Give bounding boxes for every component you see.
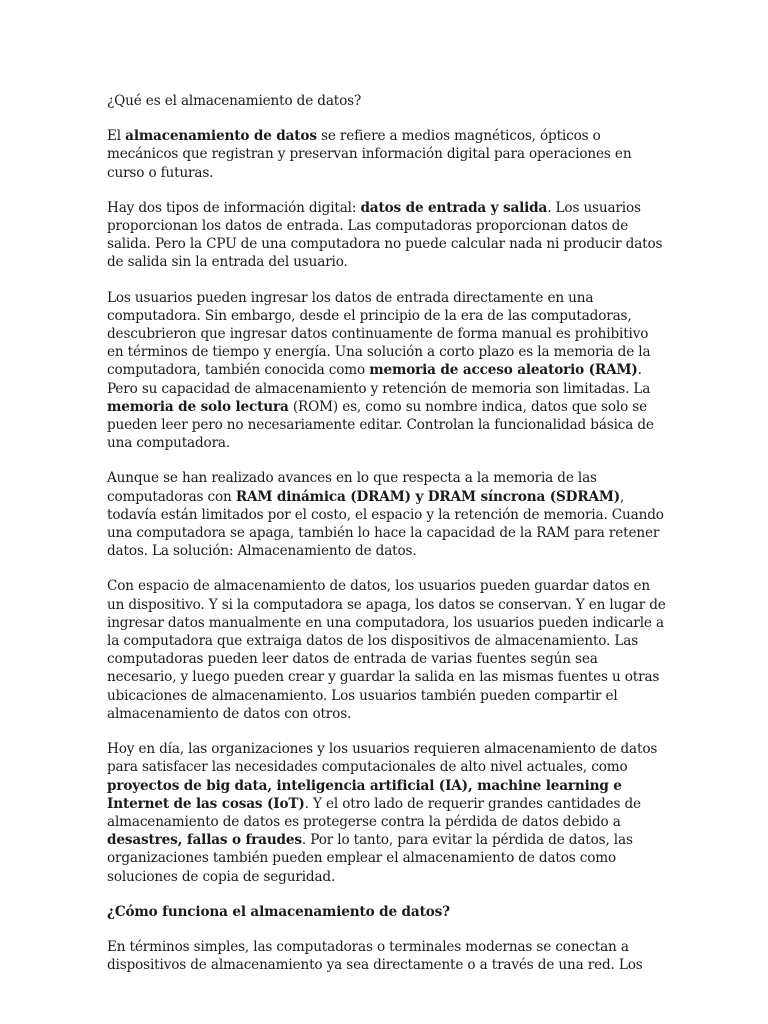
bold-term: datos de entrada y salida: [360, 199, 548, 216]
intro-question: ¿Qué es el almacenamiento de datos?: [107, 93, 362, 109]
paragraph-storage-space: Con espacio de almacenamiento de datos, los usuarios pueden guardar datos en un dispositivo. Y si la computadora se apaga, los datos se conservan. Y en lugar de ingresar datos manualmente en una computadora, los usuarios pueden indicarle a la computadora que extraiga datos de los dispositivos de almacenamiento. Las computadoras pueden leer datos de entrada de varias fuentes según sea necesario, y luego pueden crear y guardar la salida en las mismas fuentes u otras ubicaciones de almacenamiento. Los usuarios también pueden compartir el almacenamiento de datos con otros.: [107, 578, 666, 722]
paragraph-definition: [107, 127, 667, 182]
section-heading: ¿Cómo funciona el almacenamiento de datos?: [107, 903, 450, 920]
bold-term: desastres, fallas o fraudes: [107, 832, 302, 849]
text-run: . Los usuarios proporcionan los datos de entrada. Las computadoras proporcionan datos de salida. Pero la CPU de una computadora no puede calcular nada ni producir datos de salida sin la entrada del usuario.: [107, 199, 663, 271]
paragraph-io-types: [107, 199, 667, 272]
text-run: . Y el otro lado de requerir grandes cantidades de almacenamiento de datos es protegerse contra la pérdida de datos debido a: [107, 795, 641, 830]
text-run: El: [107, 128, 126, 145]
text-run: , todavía están limitados por el costo, el espacio y la retención de memoria. Cuando una computadora se apaga, también lo hace la capacidad de la RAM para retener datos. La solución: Almacenamiento de datos.: [107, 488, 664, 560]
text-run: Aunque se han realizado avances en lo que respecta a la memoria de las computadoras con: [107, 470, 597, 505]
paragraph-memory: [107, 289, 667, 453]
text-run: . Por lo tanto, para evitar la pérdida de datos, las organizaciones también pueden emplear el almacenamiento de datos como soluciones de copia de seguridad.: [107, 832, 633, 885]
document-page: [107, 92, 667, 991]
bold-term: almacenamiento de datos: [125, 128, 317, 145]
paragraph-how-it-works: En términos simples, las computadoras o terminales modernas se conectan a dispositivos de almacenamiento ya sea directamente o a través de una red. Los: [107, 938, 643, 974]
bold-term: proyectos de big data, inteligencia artificial (IA), machine learning e Internet de las cosas (IoT): [107, 777, 622, 812]
bold-term: memoria de acceso aleatorio (RAM): [369, 362, 638, 379]
text-run: Hoy en día, las organizaciones y los usuarios requieren almacenamiento de datos para satisfacer las necesidades computacionales de alto nivel actuales, como: [107, 741, 658, 776]
text-run: Hay dos tipos de información digital:: [107, 199, 361, 216]
paragraph-modern-needs: [107, 740, 667, 886]
paragraph-dram: [107, 469, 667, 560]
text-run: se refiere a medios magnéticos, ópticos o mecánicos que registran y preservan información digital para operaciones en curso o futuras.: [107, 128, 632, 181]
text-run: (ROM) es, como su nombre indica, datos que solo se pueden leer pero no necesariamente editar. Controlan la funcionalidad básica de una computadora.: [107, 398, 654, 452]
bold-term: memoria de solo lectura: [107, 398, 289, 415]
bold-term: RAM dinámica (DRAM) y DRAM síncrona (SDRAM): [235, 488, 621, 505]
text-run: . Pero su capacidad de almacenamiento y retención de memoria son limitadas. La: [107, 362, 651, 397]
text-run: Los usuarios pueden ingresar los datos de entrada directamente en una computadora. Sin embargo, desde el principio de la era de las computadoras, descubrieron que ingresar datos continuamente de forma manual es prohibitivo en términos de tiempo y energía. Una solución a corto plazo es la memoria de la computadora, también conocida como: [107, 289, 651, 379]
